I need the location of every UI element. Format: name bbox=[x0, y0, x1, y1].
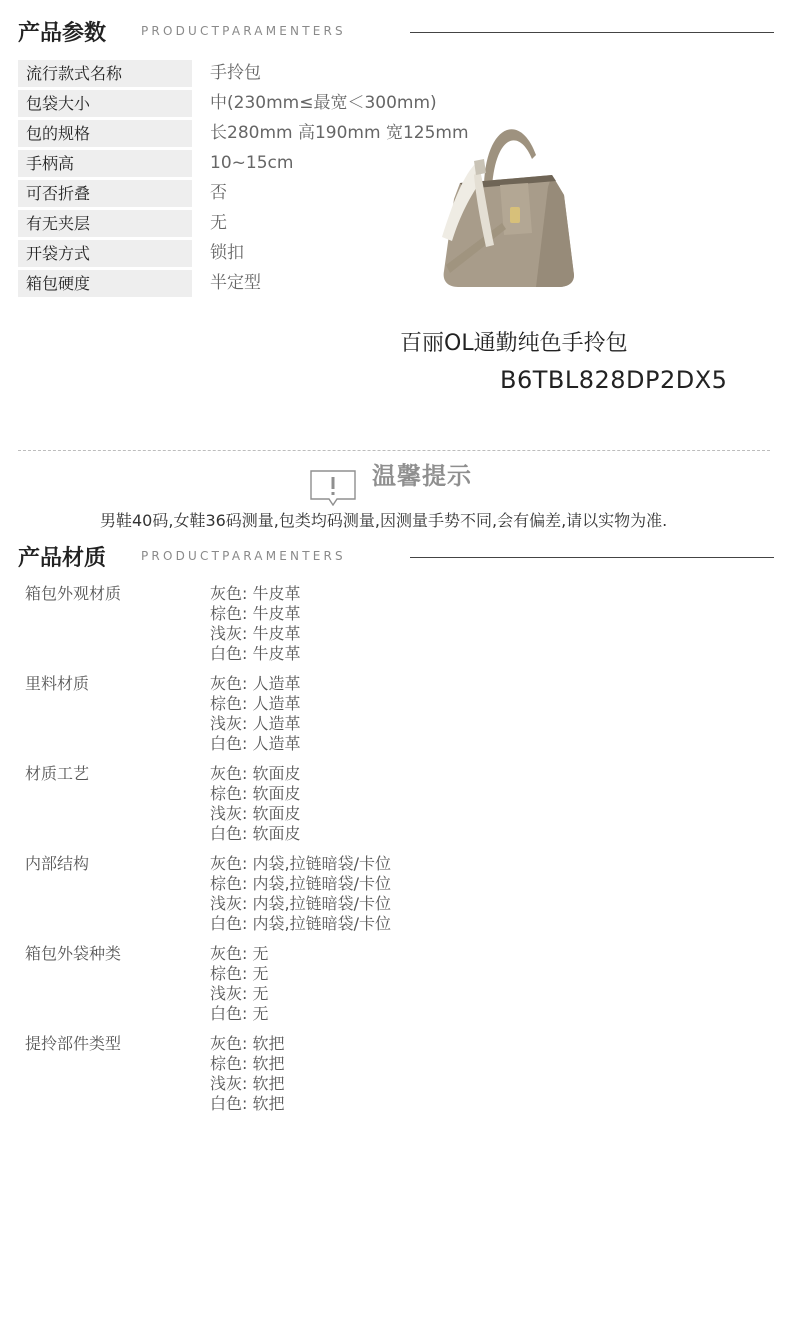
notice-title: 温馨提示 bbox=[372, 462, 472, 490]
material-value: 灰色: 牛皮革 bbox=[210, 584, 301, 603]
material-value: 白色: 内袋,拉链暗袋/卡位 bbox=[210, 914, 391, 933]
material-value: 棕色: 牛皮革 bbox=[210, 604, 301, 623]
material-value: 灰色: 内袋,拉链暗袋/卡位 bbox=[210, 854, 391, 873]
param-value: 10~15cm bbox=[210, 153, 294, 173]
param-value: 锁扣 bbox=[210, 243, 244, 263]
param-value: 手拎包 bbox=[210, 63, 261, 83]
material-value: 棕色: 软把 bbox=[210, 1054, 285, 1073]
material-value: 浅灰: 软把 bbox=[210, 1074, 285, 1093]
material-value: 灰色: 软面皮 bbox=[210, 764, 301, 783]
params-section-subtitle: PRODUCTPARAMENTERS bbox=[141, 24, 346, 38]
param-label: 包的规格 bbox=[18, 120, 192, 147]
param-label: 箱包硬度 bbox=[18, 270, 192, 297]
material-value: 浅灰: 无 bbox=[210, 984, 269, 1003]
material-value: 浅灰: 人造革 bbox=[210, 714, 301, 733]
param-label: 流行款式名称 bbox=[18, 60, 192, 87]
material-value: 棕色: 无 bbox=[210, 964, 269, 983]
product-bag-image bbox=[440, 115, 576, 290]
notice-text: 男鞋40码,女鞋36码测量,包类均码测量,因测量手势不同,会有偏差,请以实物为准. bbox=[100, 511, 668, 530]
param-label: 包袋大小 bbox=[18, 90, 192, 117]
exclamation-icon bbox=[310, 470, 356, 506]
material-value: 灰色: 无 bbox=[210, 944, 269, 963]
material-label: 里料材质 bbox=[25, 674, 90, 693]
param-label: 有无夹层 bbox=[18, 210, 192, 237]
param-label: 开袋方式 bbox=[18, 240, 192, 267]
material-value: 白色: 软把 bbox=[210, 1094, 285, 1113]
material-value: 棕色: 软面皮 bbox=[210, 784, 301, 803]
material-value: 白色: 无 bbox=[210, 1004, 269, 1023]
header-divider bbox=[410, 32, 774, 33]
material-value: 白色: 人造革 bbox=[210, 734, 301, 753]
material-value: 灰色: 人造革 bbox=[210, 674, 301, 693]
param-value: 中(230mm≤最宽＜300mm) bbox=[210, 93, 437, 113]
material-value: 白色: 牛皮革 bbox=[210, 644, 301, 663]
materials-section-subtitle: PRODUCTPARAMENTERS bbox=[141, 549, 346, 563]
material-value: 棕色: 人造革 bbox=[210, 694, 301, 713]
param-value: 长280mm 高190mm 宽125mm bbox=[210, 123, 469, 143]
params-section-header bbox=[18, 8, 774, 48]
material-label: 材质工艺 bbox=[25, 764, 90, 783]
material-value: 灰色: 软把 bbox=[210, 1034, 285, 1053]
product-name: 百丽OL通勤纯色手拎包 bbox=[400, 331, 628, 356]
material-value: 浅灰: 牛皮革 bbox=[210, 624, 301, 643]
param-label: 可否折叠 bbox=[18, 180, 192, 207]
materials-section-title: 产品材质 bbox=[18, 546, 107, 571]
params-section-title: 产品参数 bbox=[18, 21, 107, 46]
dashed-divider bbox=[18, 450, 770, 451]
material-label: 箱包外袋种类 bbox=[25, 944, 122, 963]
material-value: 白色: 软面皮 bbox=[210, 824, 301, 843]
material-value: 棕色: 内袋,拉链暗袋/卡位 bbox=[210, 874, 391, 893]
param-value: 半定型 bbox=[210, 273, 261, 293]
param-value: 无 bbox=[210, 213, 227, 233]
param-value: 否 bbox=[210, 183, 227, 203]
material-label: 箱包外观材质 bbox=[25, 584, 122, 603]
material-value: 浅灰: 内袋,拉链暗袋/卡位 bbox=[210, 894, 391, 913]
material-label: 提拎部件类型 bbox=[25, 1034, 122, 1053]
product-code: B6TBL828DP2DX5 bbox=[500, 366, 728, 394]
header-divider bbox=[410, 557, 774, 558]
material-value: 浅灰: 软面皮 bbox=[210, 804, 301, 823]
materials-section-header bbox=[18, 533, 774, 573]
material-label: 内部结构 bbox=[25, 854, 90, 873]
param-label: 手柄高 bbox=[18, 150, 192, 177]
